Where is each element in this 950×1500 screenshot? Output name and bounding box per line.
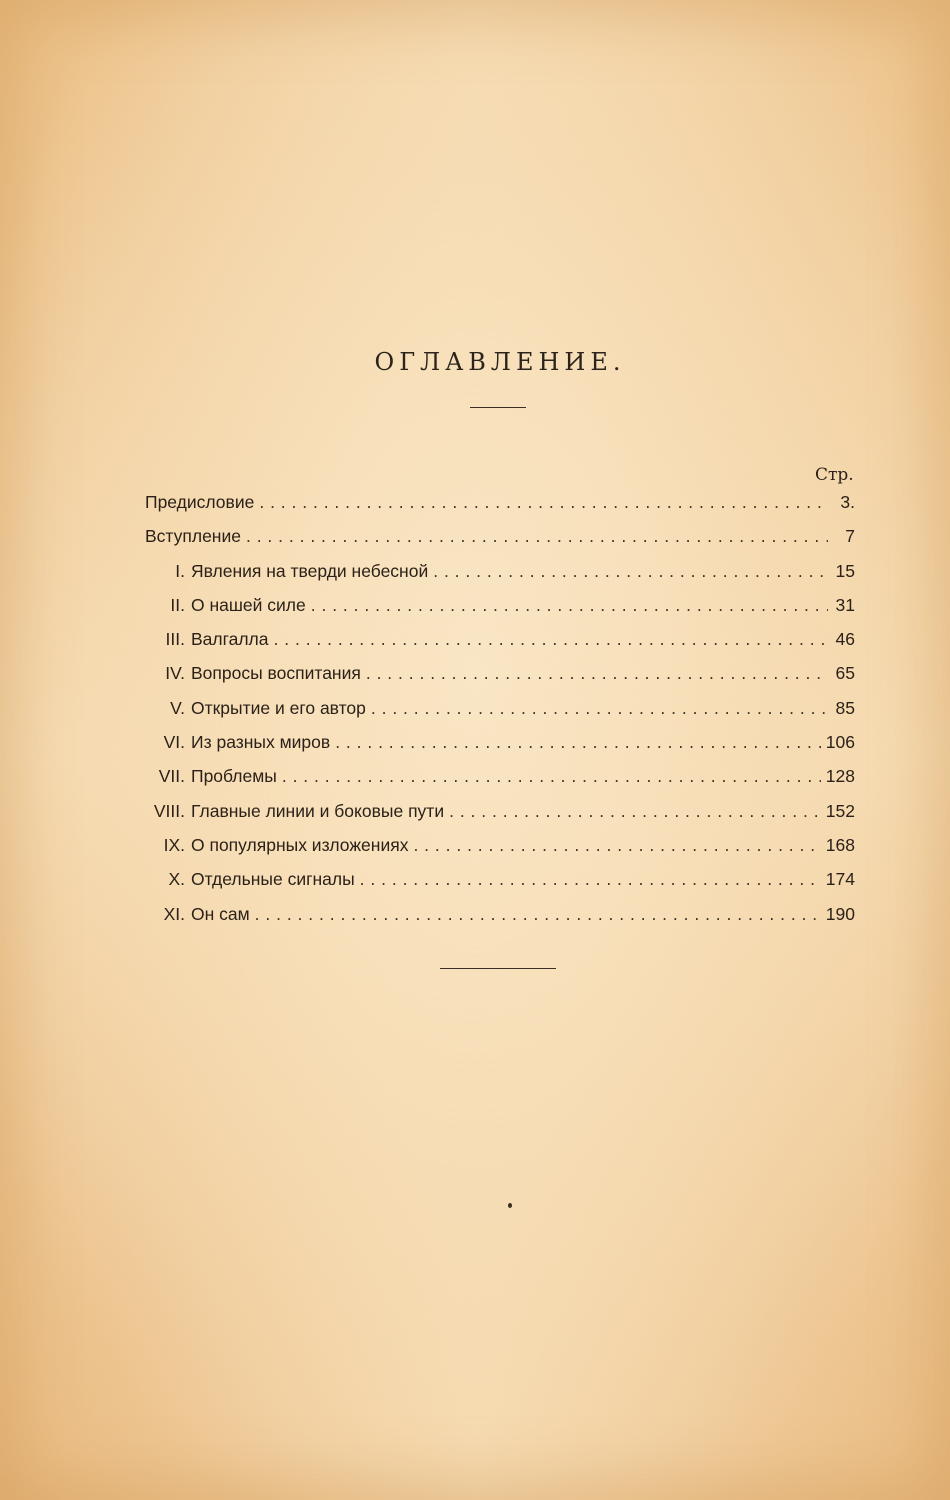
- toc-entry-page: 15: [835, 560, 855, 581]
- toc-entry-numeral: XI.: [163, 903, 185, 924]
- dot-leader: [371, 698, 828, 719]
- toc-entry-label: О нашей силе: [191, 594, 306, 615]
- toc-entry-numeral: VII.: [158, 766, 185, 787]
- page-column-label: Стр.: [815, 465, 854, 485]
- toc-entry-numeral: IV.: [165, 663, 185, 684]
- table-of-contents: [145, 492, 855, 938]
- toc-entry-page: 190: [825, 903, 855, 924]
- toc-entry-label: Вопросы воспитания: [191, 663, 361, 684]
- dot-leader: [274, 629, 828, 650]
- toc-entry-numeral: X.: [168, 869, 185, 890]
- toc-entry-chapter-11: [145, 904, 855, 938]
- toc-entry-chapter-3: [145, 629, 855, 663]
- toc-entry-page: 106: [825, 732, 855, 753]
- dot-leader: [259, 492, 828, 513]
- toc-entry-chapter-1: [145, 561, 855, 595]
- toc-entry-label: Главные линии и боковые пути: [191, 800, 445, 821]
- toc-entry-page: 7: [845, 526, 855, 547]
- toc-entry-numeral: VIII.: [153, 800, 185, 821]
- dot-leader: [366, 663, 828, 684]
- toc-entry-label: Из разных миров: [191, 732, 331, 753]
- toc-entry-numeral: IX.: [163, 834, 185, 855]
- dot-leader: [282, 766, 821, 787]
- toc-entry-numeral: III.: [165, 629, 185, 650]
- toc-entry-page: 85: [835, 697, 855, 718]
- dot-leader: [413, 835, 820, 856]
- dot-leader: [311, 595, 828, 616]
- toc-entry-page: 168: [825, 834, 855, 855]
- toc-entry-label: Вступление: [145, 526, 241, 547]
- page-title: ОГЛАВЛЕНИЕ.: [374, 348, 626, 376]
- toc-entry-label: О популярных изложениях: [191, 834, 409, 855]
- dot-leader: [433, 561, 828, 582]
- dot-leader: [246, 526, 828, 547]
- toc-entry-page: 3.: [840, 492, 855, 512]
- toc-entry-chapter-7: [145, 766, 855, 800]
- toc-entry-label: Проблемы: [191, 766, 277, 787]
- toc-entry-numeral: I.: [175, 560, 185, 581]
- dot-leader: [335, 732, 821, 753]
- toc-entry-page: 65: [835, 663, 855, 684]
- toc-entry-numeral: V.: [170, 697, 185, 718]
- toc-entry-chapter-4: [145, 663, 855, 697]
- end-rule: [440, 968, 556, 969]
- dot-leader: [449, 801, 821, 822]
- toc-entry-numeral: VI.: [163, 732, 185, 753]
- toc-entry-label: Открытие и его автор: [191, 697, 366, 718]
- toc-entry-label: Отдельные сигналы: [191, 869, 355, 890]
- toc-entry-label: Явления на тверди небесной: [191, 560, 429, 581]
- dot-leader: [360, 869, 821, 890]
- toc-entry-label: Предисловие: [145, 492, 255, 512]
- toc-entry-label: Валгалла: [191, 629, 269, 650]
- toc-entry-preface: [145, 492, 855, 526]
- toc-entry-page: 31: [835, 594, 855, 615]
- toc-entry-label: Он сам: [191, 903, 250, 924]
- toc-entry-chapter-6: [145, 732, 855, 766]
- toc-entry-page: 46: [835, 629, 855, 650]
- toc-entry-chapter-10: [145, 869, 855, 903]
- toc-entry-page: 152: [825, 800, 855, 821]
- toc-entry-chapter-5: [145, 698, 855, 732]
- title-underline-rule: [470, 407, 526, 408]
- toc-entry-page: 174: [825, 869, 855, 890]
- toc-entry-chapter-2: [145, 595, 855, 629]
- toc-entry-introduction: [145, 526, 855, 560]
- toc-entry-chapter-8: [145, 801, 855, 835]
- ink-speck: [508, 1203, 512, 1208]
- dot-leader: [255, 904, 821, 925]
- toc-entry-numeral: II.: [170, 594, 185, 615]
- toc-entry-page: 128: [825, 766, 855, 787]
- toc-entry-chapter-9: [145, 835, 855, 869]
